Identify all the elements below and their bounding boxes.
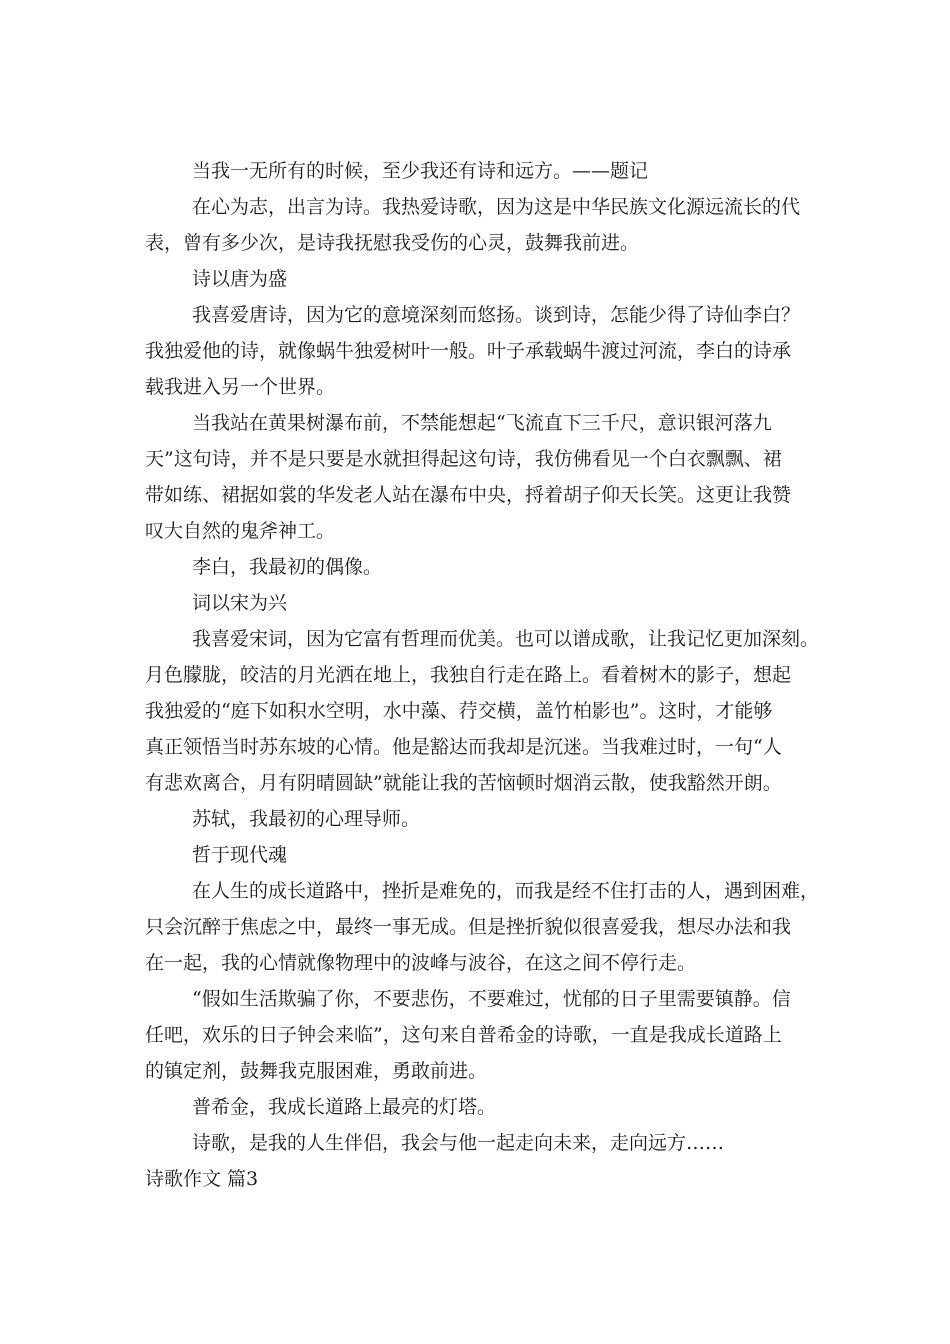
paragraph-line: 月色朦胧，皎洁的月光洒在地上，我独自行走在路上。看着树木的影子，想起: [145, 664, 792, 686]
paragraph-line: 天”这句诗，并不是只要是水就担得起这句诗，我仿佛看见一个白衣飘飘、裙: [145, 448, 782, 470]
paragraph-line: 我独爱他的诗，就像蜗牛独爱树叶一般。叶子承载蜗牛渡过河流，李白的诗承: [145, 340, 792, 362]
paragraph-line: 叹大自然的鬼斧神工。: [145, 520, 336, 542]
paragraph-line: 李白，我最初的偶像。: [192, 556, 383, 578]
paragraph-line: 有悲欢离合，月有阴晴圆缺”就能让我的苦恼顿时烟消云散，使我豁然开朗。: [145, 772, 782, 794]
paragraph-line: 我喜爱唐诗，因为它的意境深刻而悠扬。谈到诗，怎能少得了诗仙李白？: [192, 304, 801, 326]
paragraph-line: 载我进入另一个世界。: [145, 376, 336, 398]
article-title: 诗歌作文 篇3: [145, 1168, 259, 1190]
paragraph-line: 在人生的成长道路中，挫折是难免的，而我是经不住打击的人，遇到困难，: [192, 880, 820, 902]
paragraph-line: 表，曾有多少次，是诗我抚慰我受伤的心灵，鼓舞我前进。: [145, 232, 640, 254]
section-heading: 诗以唐为盛: [192, 268, 288, 290]
paragraph-line: 诗歌，是我的人生伴侣，我会与他一起走向未来，走向远方……: [192, 1132, 725, 1154]
paragraph-line: “假如生活欺骗了你，不要悲伤，不要难过，忧郁的日子里需要镇静。信: [192, 988, 791, 1010]
paragraph-line: 在心为志，出言为诗。我热爱诗歌，因为这是中华民族文化源远流长的代: [192, 196, 801, 218]
paragraph-line: 带如练、裙据如裳的华发老人站在瀑布中央，捋着胡子仰天长笑。这更让我赞: [145, 484, 792, 506]
paragraph-line: 在一起，我的心情就像物理中的波峰与波谷，在这之间不停行走。: [145, 952, 697, 974]
section-heading: 词以宋为兴: [192, 592, 288, 614]
paragraph-line: 苏轼，我最初的心理导师。: [192, 808, 421, 830]
epigraph-line: 当我一无所有的时候，至少我还有诗和远方。——题记: [192, 160, 649, 182]
paragraph-line: 只会沉醉于焦虑之中，最终一事无成。但是挫折貌似很喜爱我，想尽办法和我: [145, 916, 792, 938]
paragraph-line: 任吧，欢乐的日子钟会来临”，这句来自普希金的诗歌，一直是我成长道路上: [145, 1024, 782, 1046]
paragraph-line: 普希金，我成长道路上最亮的灯塔。: [192, 1096, 497, 1118]
paragraph-line: 的镇定剂，鼓舞我克服困难，勇敢前进。: [145, 1060, 488, 1082]
paragraph-line: 当我站在黄果树瀑布前，不禁能想起“飞流直下三千尺，意识银河落九: [192, 412, 772, 434]
paragraph-line: 我独爱的“庭下如积水空明，水中藻、荇交横，盖竹柏影也”。这时，才能够: [145, 700, 773, 722]
paragraph-line: 真正领悟当时苏东坡的心情。他是豁达而我却是沉迷。当我难过时，一句“人: [145, 736, 782, 758]
section-heading: 哲于现代魂: [192, 844, 288, 866]
paragraph-line: 我喜爱宋词，因为它富有哲理而优美。也可以谱成歌，让我记忆更加深刻。: [192, 628, 820, 650]
